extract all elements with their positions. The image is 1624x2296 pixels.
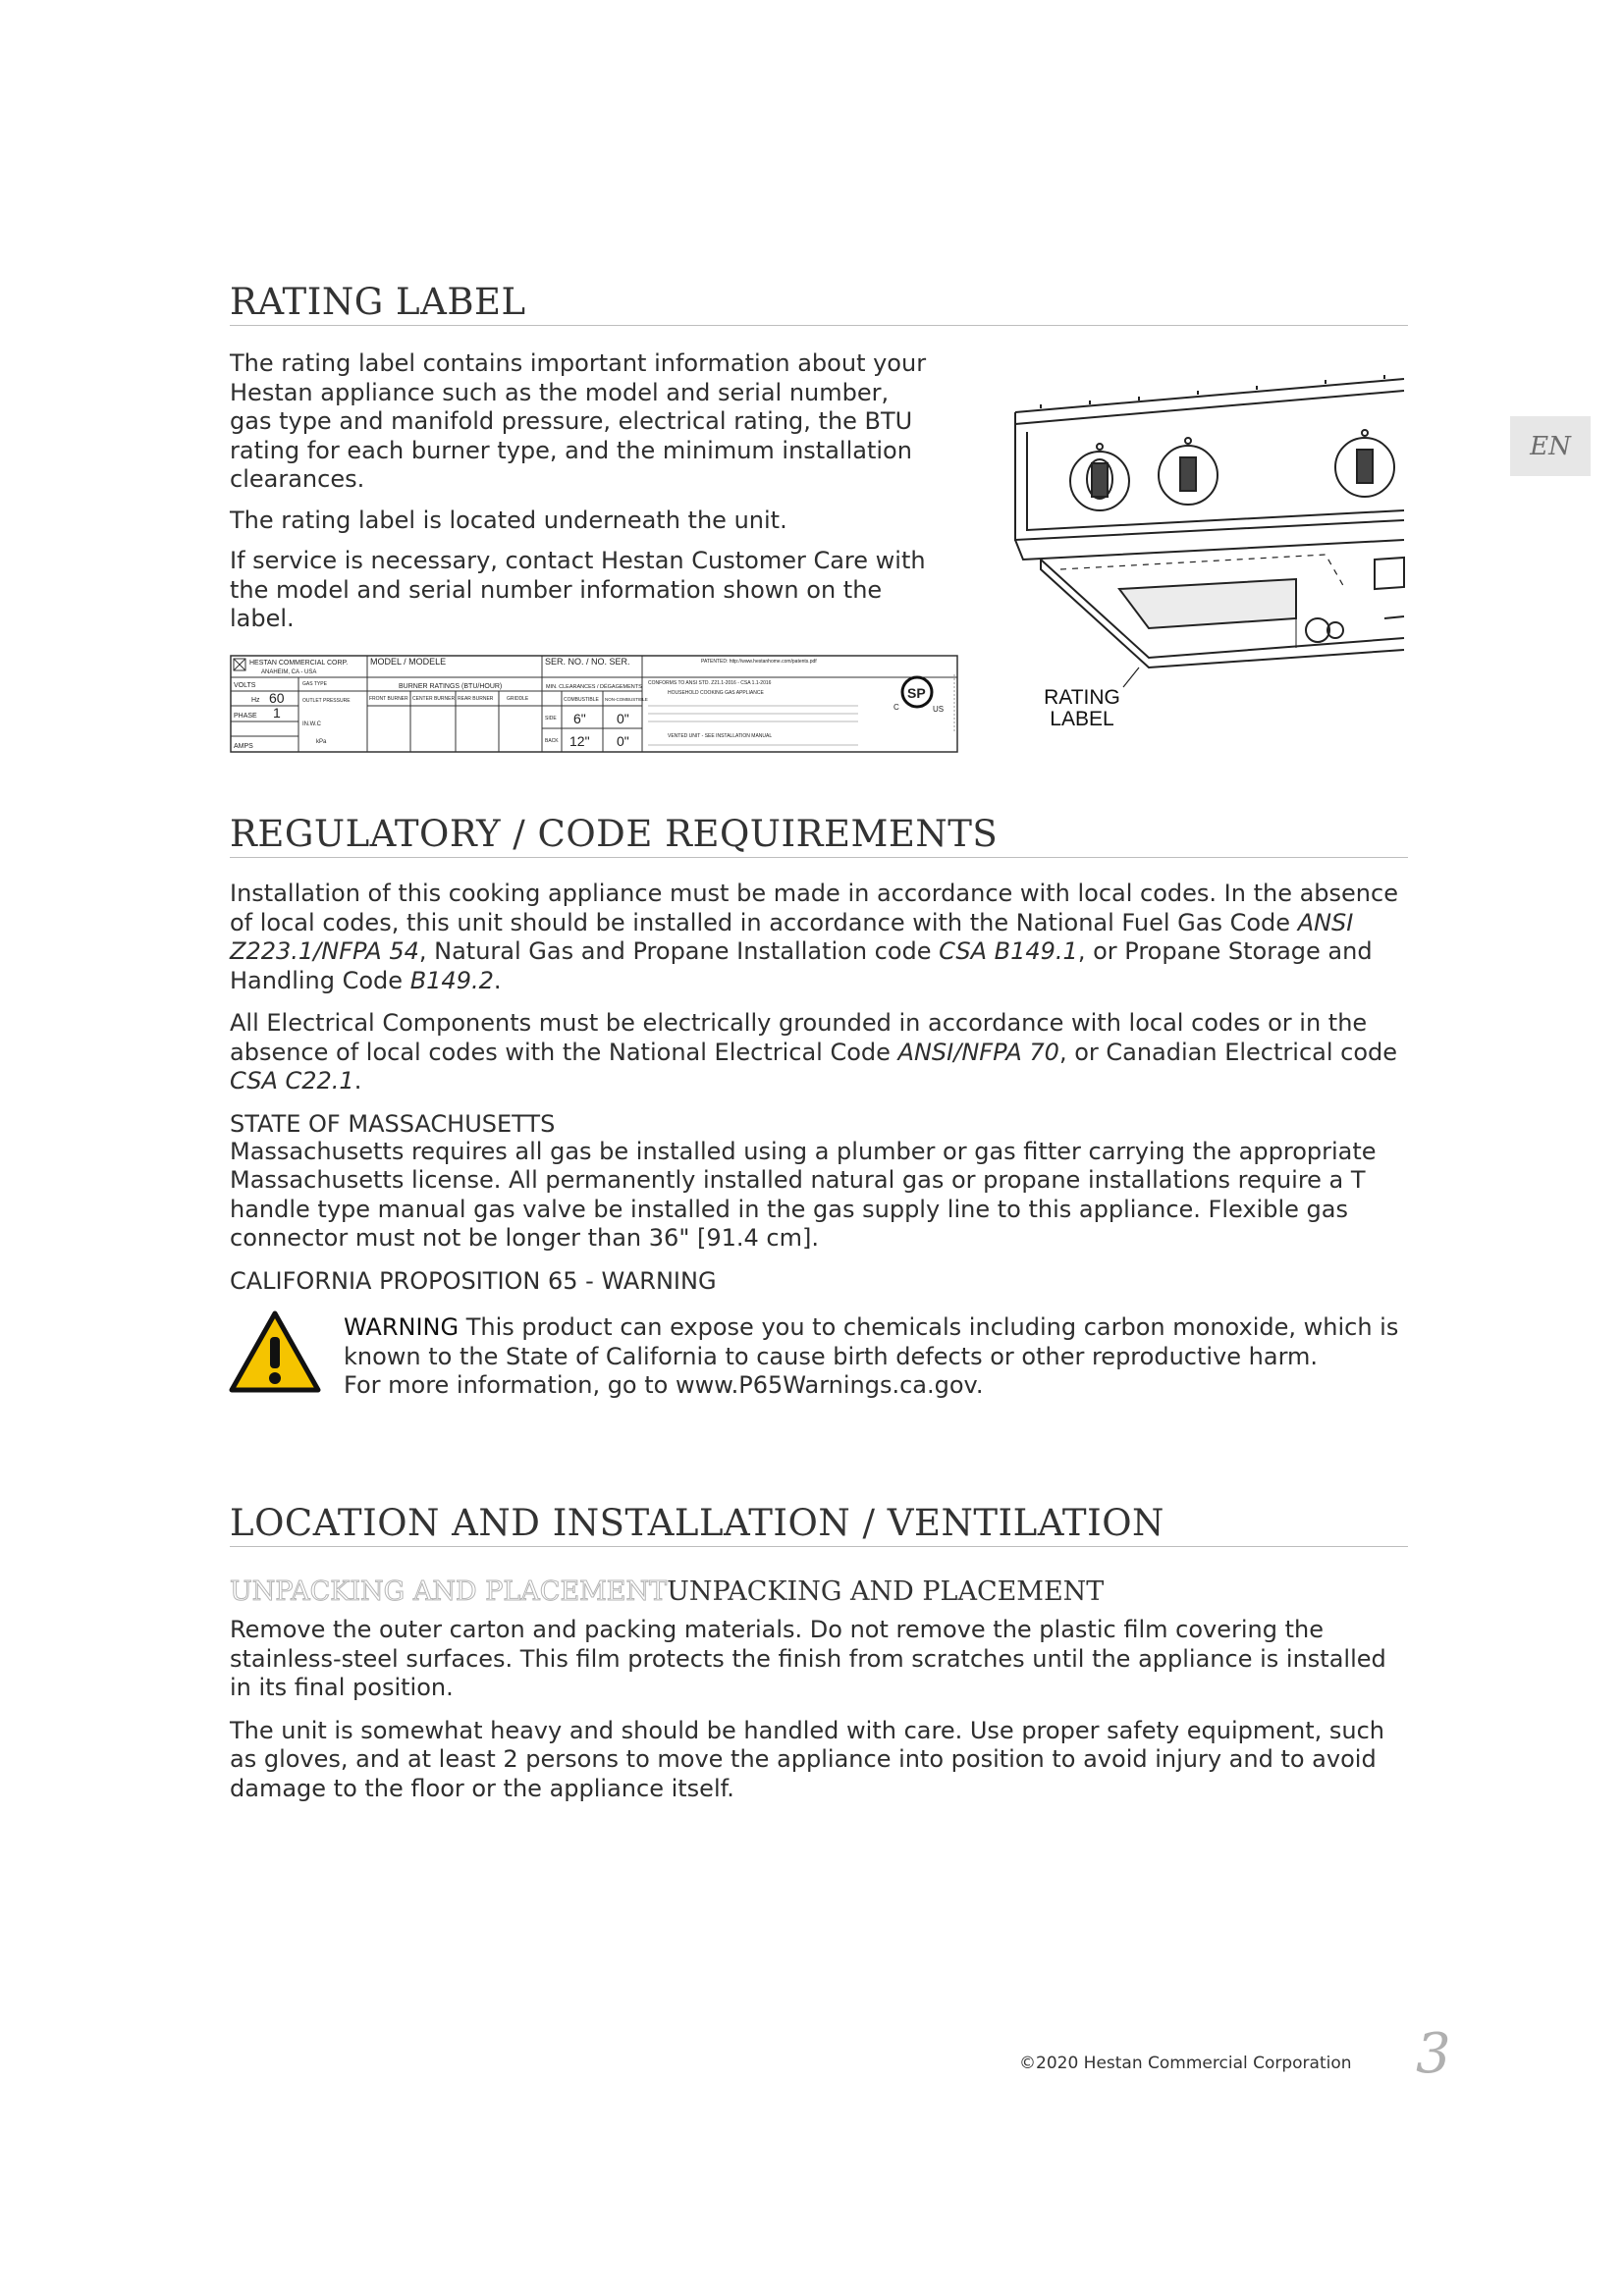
rating-label-heading: RATING LABEL bbox=[230, 281, 526, 323]
unpacking-subheading-row bbox=[230, 1576, 1104, 1607]
location-heading: LOCATION AND INSTALLATION / VENTILATION bbox=[230, 1502, 1164, 1544]
rating-label-para2: The rating label is located underneath the unit. bbox=[230, 506, 787, 534]
rl-side: SIDE bbox=[545, 716, 557, 721]
california-heading: CALIFORNIA PROPOSITION 65 - WARNING bbox=[230, 1266, 717, 1295]
rl-volts: VOLTS bbox=[234, 682, 256, 689]
footer-copyright: ©2020 Hestan Commercial Corporation bbox=[1019, 2054, 1352, 2073]
section-divider bbox=[230, 857, 1408, 858]
rl-griddle: GRIDDLE bbox=[507, 696, 529, 702]
rl-amps: AMPS bbox=[234, 743, 253, 750]
section-divider bbox=[230, 325, 1408, 326]
rating-label-callout bbox=[1018, 687, 1146, 730]
massachusetts-heading: STATE OF MASSACHUSETTS bbox=[230, 1109, 556, 1138]
rl-combustible: COMBUSTIBLE bbox=[564, 697, 599, 703]
rl-patented: PATENTED: http://www.hestanhome.com/patents.pdf bbox=[701, 659, 817, 665]
rl-burner-ratings: BURNER RATINGS (BTU/HOUR) bbox=[399, 683, 503, 690]
rl-location: ANAHEIM, CA - USA bbox=[261, 669, 317, 675]
location-text bbox=[230, 1616, 1408, 1803]
rating-label-text bbox=[230, 349, 937, 634]
regulatory-para1: Installation of this cooking appliance must be made in accordance with local codes. In the absence of local codes, this unit should be installed in accordance with the National Fuel Gas Code ANSI Z223.1/NFPA 54, Natural Gas and Propane Installation code CSA B149.1, or Propane Storage and Handling Code B149.2. bbox=[230, 880, 1398, 994]
rl-hz-value: 60 bbox=[269, 690, 285, 706]
rl-conforms: CONFORMS TO ANSI STD. Z21.1-2016 - CSA 1.1-2016 bbox=[648, 680, 772, 686]
regulatory-heading: REGULATORY / CODE REQUIREMENTS bbox=[230, 813, 999, 855]
rl-model: MODEL / MODELE bbox=[370, 657, 447, 667]
rl-kpa: kPa bbox=[316, 739, 327, 745]
warning-text: WARNING This product can expose you to chemicals including carbon monoxide, which is known to the State of California to cause birth defects or other reproductive harm. bbox=[344, 1313, 1399, 1370]
rl-serial: SER. NO. / NO. SER. bbox=[545, 657, 630, 667]
section-divider bbox=[230, 1546, 1408, 1547]
callout-line-2: LABEL bbox=[1050, 708, 1114, 730]
rl-back: BACK bbox=[545, 738, 559, 744]
rl-back-noncomb: 0" bbox=[617, 733, 629, 749]
rl-rear-burner: REAR BURNER bbox=[458, 696, 494, 702]
location-para1: Remove the outer carton and packing materials. Do not remove the plastic film covering the stainless-steel surfaces. This film protects the finish from scratches until the appliance is installed in its final position. bbox=[230, 1616, 1386, 1701]
language-tab[interactable] bbox=[1510, 416, 1591, 476]
callout-line-1: RATING bbox=[1044, 686, 1120, 709]
rating-label-para1: The rating label contains important information about your Hestan appliance such as the model and serial number, gas type and manifold pressure, electrical rating, the BTU rating for each burner type, and the minimum installation clearances. bbox=[230, 349, 927, 493]
rl-phase-label: PHASE bbox=[234, 713, 257, 720]
rl-side-noncomb: 0" bbox=[617, 711, 629, 726]
rl-outlet-pressure: OUTLET PRESSURE bbox=[302, 698, 351, 704]
rl-non-combustible: NON-COMBUSTIBLE bbox=[605, 697, 648, 702]
rl-cert-c: C bbox=[893, 703, 899, 712]
location-para2: The unit is somewhat heavy and should be handled with care. Use proper safety equipment, such as gloves, and at least 2 persons to move the appliance into position to avoid injury and to avoid damage to the floor or the appliance itself. bbox=[230, 1716, 1384, 1802]
rl-cert-mark: SP bbox=[907, 685, 926, 701]
rl-back-comb: 12" bbox=[569, 733, 590, 749]
warning-more-info: For more information, go to www.P65Warnings.ca.gov. bbox=[344, 1371, 984, 1399]
regulatory-text bbox=[230, 880, 1408, 1295]
rl-phase-value: 1 bbox=[273, 705, 281, 721]
rl-cert-us: US bbox=[933, 705, 945, 714]
massachusetts-text: Massachusetts requires all gas be installed using a plumber or gas fitter carrying the appropriate Massachusetts license. All permanently installed natural gas or propane installations require a T handle type manual gas valve be installed in the gas supply line to this appliance. Flexible gas connector must not be longer than 36" [91.4 cm]. bbox=[230, 1137, 1377, 1252]
warning-word: WARNING bbox=[344, 1313, 460, 1341]
rl-min-clearances: MIN. CLEARANCES / DÉGAGEMENTS bbox=[546, 684, 642, 690]
regulatory-para2: All Electrical Components must be electrically grounded in accordance with local codes or in the absence of local codes with the National Electrical Code ANSI/NFPA 70, or Canadian Electrical code CSA C22.1. bbox=[230, 1009, 1398, 1095]
rl-company: HESTAN COMMERCIAL CORP. bbox=[249, 660, 349, 667]
rl-vented: VENTED UNIT - SEE INSTALLATION MANUAL bbox=[668, 733, 773, 739]
rating-label-image bbox=[230, 655, 958, 753]
rl-center-burner: CENTER BURNER bbox=[412, 696, 456, 702]
unpacking-subheading-ghost: UNPACKING AND PLACEMENT bbox=[230, 1576, 668, 1607]
rl-hz-label: Hz bbox=[251, 697, 260, 704]
appliance-underside-illustration bbox=[1001, 373, 1414, 726]
unpacking-subheading: UNPACKING AND PLACEMENT bbox=[667, 1576, 1105, 1607]
warning-text-block bbox=[344, 1313, 1414, 1401]
warning-triangle-icon bbox=[228, 1309, 322, 1394]
rl-front-burner: FRONT BURNER bbox=[369, 696, 408, 702]
rl-inwc: IN.W.C bbox=[302, 721, 321, 727]
rating-label-para3: If service is necessary, contact Hestan Customer Care with the model and serial number information shown on the label. bbox=[230, 547, 926, 632]
rl-side-comb: 6" bbox=[573, 711, 586, 726]
language-tab-label: EN bbox=[1530, 431, 1571, 461]
rl-gas-type: GAS TYPE bbox=[302, 681, 327, 687]
page-number: 3 bbox=[1416, 2022, 1451, 2086]
rl-household: HOUSEHOLD COOKING GAS APPLIANCE bbox=[668, 690, 764, 696]
